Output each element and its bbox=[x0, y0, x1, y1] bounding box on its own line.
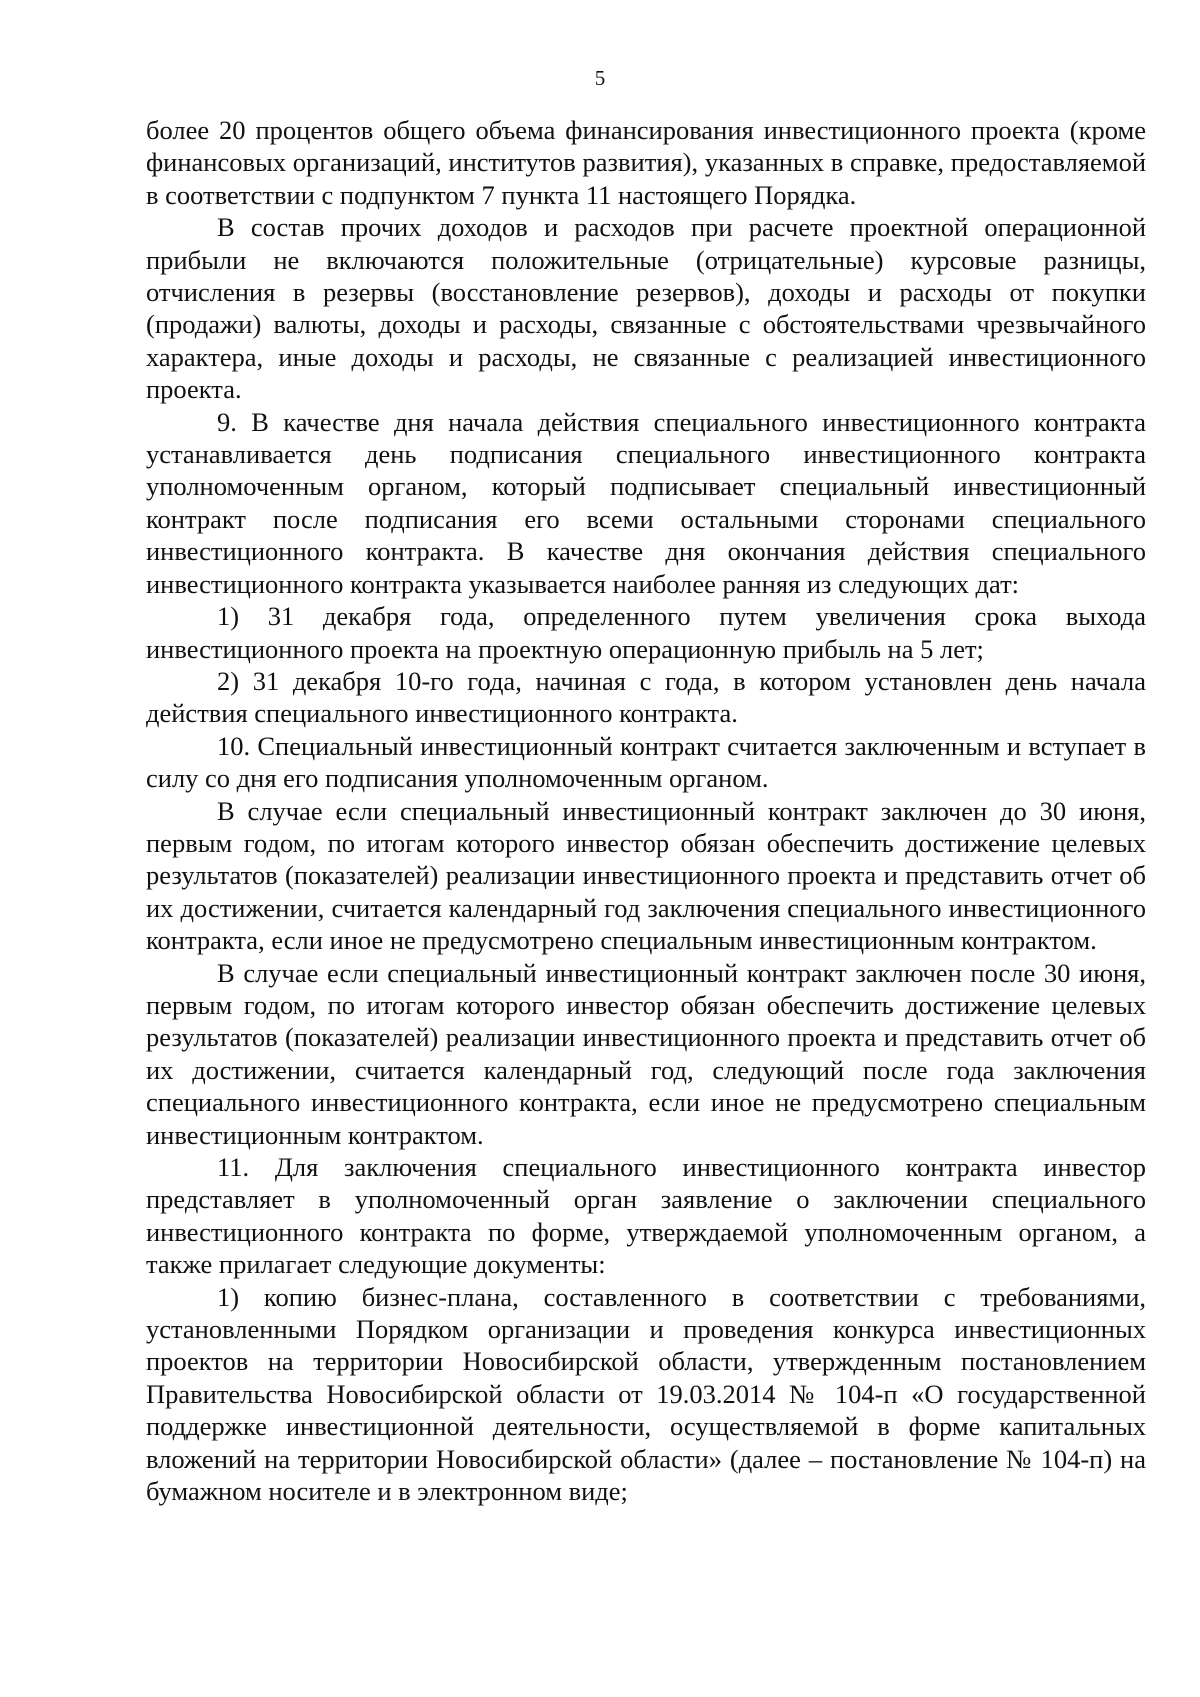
paragraph-item-9: 9. В качестве дня начала действия специального инвестиционного контракта устанавливается день подписания специального инвестиционного контракта уполномоченным органом, который подписывает специальный инвестиционный контракт после подписания его всеми остальными сторонами специального инвестиционного контракта. В качестве дня окончания действия специального инвестиционного контракта указывается наиболее ранняя из следующих дат: bbox=[146, 406, 1146, 599]
page-number: 5 bbox=[594, 66, 606, 90]
paragraph-item-11: 11. Для заключения специального инвестиционного контракта инвестор представляет в уполномоченный орган заявление о заключении специального инвестиционного контракта по форме, утверждаемой уполномоченным органом, а также прилагает следующие документы: bbox=[146, 1152, 1146, 1280]
paragraph-item-9-subitem-1: 1) 31 декабря года, определенного путем увеличения срока выхода инвестиционного проекта на проектную операционную прибыль на 5 лет; bbox=[146, 601, 1146, 664]
document-body bbox=[146, 114, 1146, 1507]
paragraph-continuation: более 20 процентов общего объема финансирования инвестиционного проекта (кроме финансовых организаций, институтов развития), указанных в справке, предоставляемой в соответствии с подпунктом 7 пункта 11 настоящего Порядка. bbox=[146, 115, 1146, 210]
paragraph-other-income-expenses: В состав прочих доходов и расходов при расчете проектной операционной прибыли не включаются положительные (отрицательные) курсовые разницы, отчисления в резервы (восстановление резервов), доходы и расходы от покупки (продажи) валюты, доходы и расходы, связанные с обстоятельствами чрезвычайного характера, иные доходы и расходы, не связанные с реализацией инвестиционного проекта. bbox=[146, 212, 1146, 405]
paragraph-item-11-subitem-1: 1) копию бизнес-плана, составленного в соответствии с требованиями, установленными Порядком организации и проведения конкурса инвестиционных проектов на территории Новосибирской области, утвержденным постановлением Правительства Новосибирской области от 19.03.2014 № 104-п «О государственной поддержке инвестиционной деятельности, осуществляемой в форме капитальных вложений на территории Новосибирской области» (далее – постановление № 104-п) на бумажном носителе и в электронном виде; bbox=[146, 1281, 1146, 1507]
paragraph-item-10: 10. Специальный инвестиционный контракт считается заключенным и вступает в силу со дня его подписания уполномоченным органом. bbox=[146, 730, 1146, 794]
paragraph-after-june-30: В случае если специальный инвестиционный контракт заключен после 30 июня, первым годом, по итогам которого инвестор обязан обеспечить достижение целевых результатов (показателей) реализации инвестиционного проекта и представить отчет об их достижении, считается календарный год, следующий после года заключения специального инвестиционного контракта, если иное не предусмотрено специальным инвестиционным контрактом. bbox=[146, 957, 1146, 1150]
paragraph-item-9-subitem-2: 2) 31 декабря 10-го года, начиная с года, в котором установлен день начала действия специального инвестиционного контракта. bbox=[146, 665, 1146, 729]
paragraph-before-june-30: В случае если специальный инвестиционный контракт заключен до 30 июня, первым годом, по итогам которого инвестор обязан обеспечить достижение целевых результатов (показателей) реализации инвестиционного проекта и представить отчет об их достижении, считается календарный год заключения специального инвестиционного контракта, если иное не предусмотрено специальным инвестиционным контрактом. bbox=[146, 795, 1146, 956]
